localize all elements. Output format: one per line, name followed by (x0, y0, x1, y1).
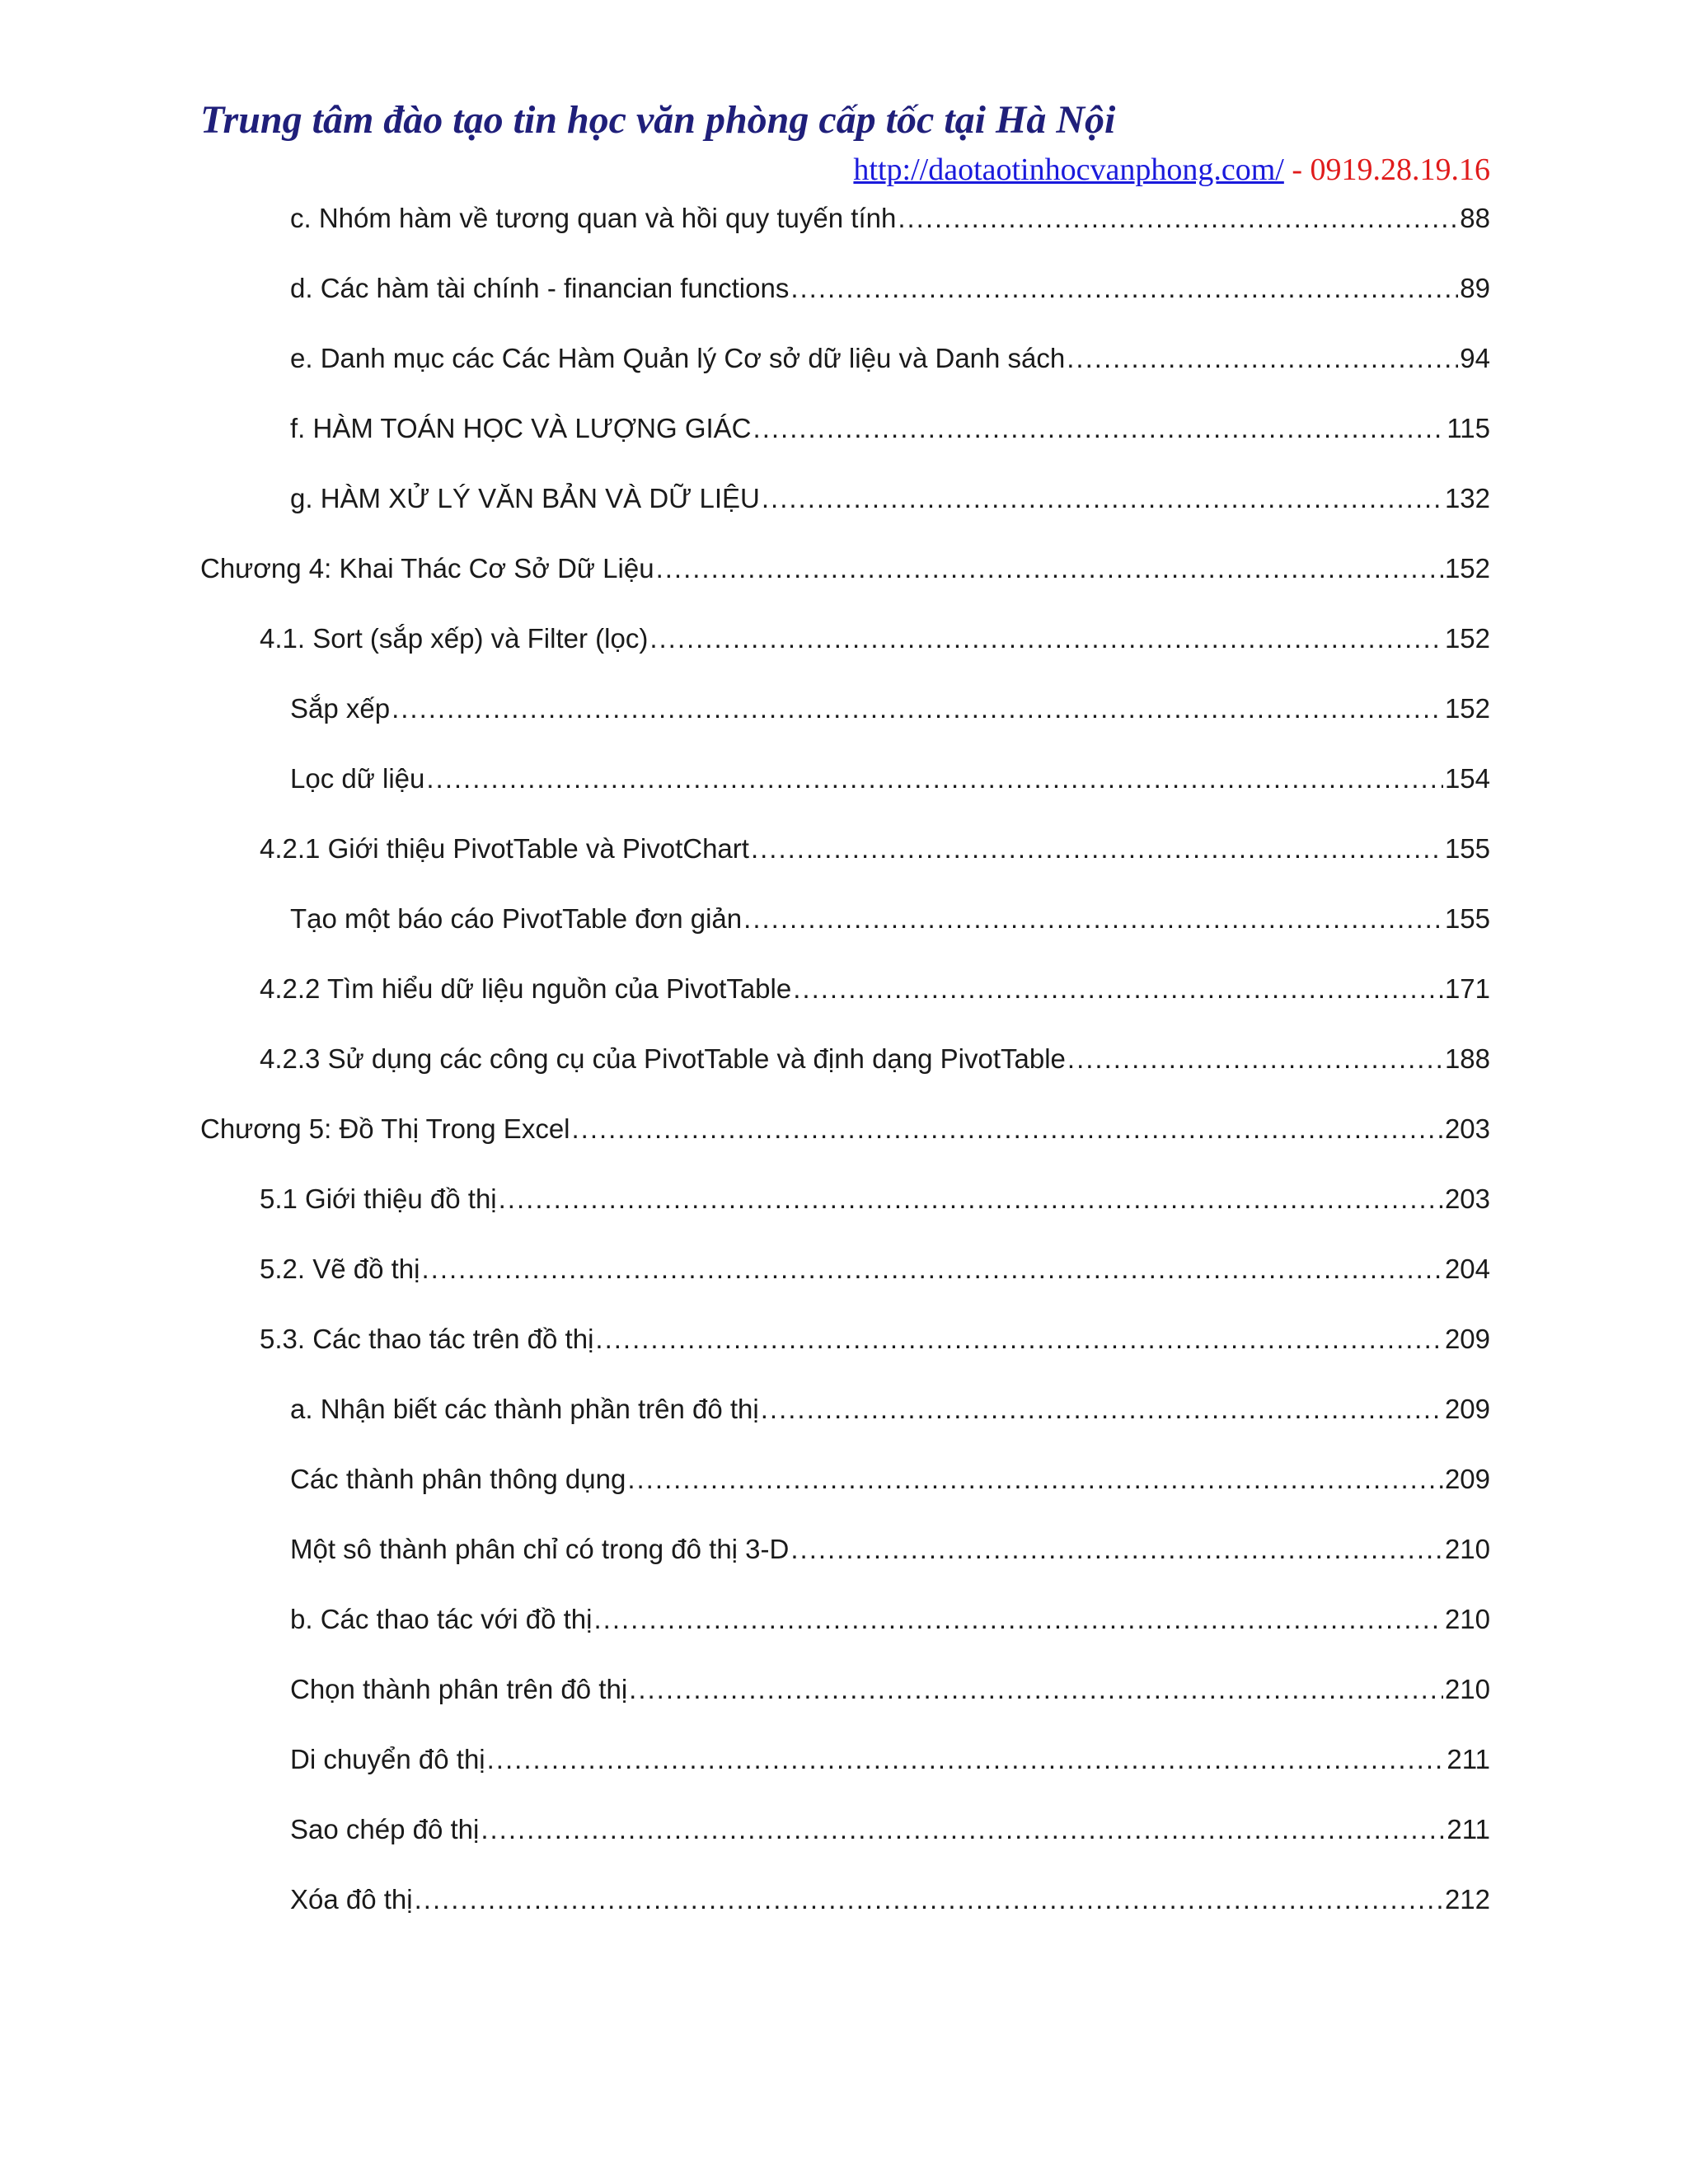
toc-page-number: 152 (1444, 553, 1490, 583)
toc-page-number: 211 (1447, 1744, 1490, 1774)
toc-chapter[interactable] (200, 1108, 1490, 1150)
toc-leader (761, 1389, 1443, 1430)
toc-entry-title: Chương 4: Khai Thác Cơ Sở Dữ Liệu (200, 553, 654, 583)
toc-page-number: 210 (1444, 1604, 1490, 1634)
header-separator: - (1283, 152, 1311, 187)
toc-entry[interactable] (290, 1599, 1490, 1640)
toc-page-number: 204 (1444, 1254, 1490, 1284)
toc-page-number: 155 (1444, 903, 1490, 934)
toc-entry-title: Một sô thành phân chỉ có trong đô thị 3-D (290, 1534, 790, 1564)
toc-leader (898, 198, 1458, 239)
toc-entry[interactable] (290, 198, 1490, 239)
toc-section[interactable] (260, 1249, 1490, 1290)
website-link[interactable]: http://daotaotinhocvanphong.com/ (853, 152, 1284, 187)
toc-page-number: 210 (1444, 1674, 1490, 1704)
toc-entry-title: 4.1. Sort (sắp xếp) và Filter (lọc) (260, 623, 649, 654)
toc-entry-title: Lọc dữ liệu (290, 763, 425, 794)
toc-entry[interactable] (290, 1809, 1490, 1850)
toc-page-number: 115 (1447, 413, 1490, 443)
toc-leader (595, 1319, 1443, 1360)
toc-page-number: 171 (1444, 973, 1490, 1004)
phone-number: 0919.28.19.16 (1310, 152, 1490, 187)
toc-entry-title: 5.1 Giới thiệu đồ thị (260, 1183, 497, 1214)
toc-leader (790, 268, 1458, 309)
toc-entry[interactable] (290, 1389, 1490, 1430)
toc-entry-title: a. Nhận biết các thành phần trên đô thị (290, 1394, 759, 1424)
toc-leader (753, 408, 1446, 449)
header-title: Trung tâm đào tạo tin học văn phòng cấp tốc tại Hà Nội (200, 98, 1116, 142)
toc-entry-title: Sắp xếp (290, 693, 391, 724)
header-contact (853, 152, 1490, 188)
toc-page-number: 88 (1460, 203, 1490, 233)
toc-entry[interactable] (290, 1879, 1490, 1920)
toc-leader (790, 1529, 1443, 1570)
toc-entry-title: d. Các hàm tài chính - financian functions (290, 273, 790, 303)
toc-page-number: 132 (1444, 483, 1490, 513)
toc-page-number: 188 (1444, 1043, 1490, 1074)
toc-leader (481, 1809, 1445, 1850)
toc-section[interactable] (260, 968, 1490, 1010)
toc-entry-title: Xóa đô thị (290, 1884, 413, 1915)
toc-page-number: 154 (1444, 763, 1490, 794)
toc-entry[interactable] (290, 1529, 1490, 1570)
toc-entry-title: c. Nhóm hàm về tương quan và hồi quy tuyến tính (290, 203, 897, 233)
toc-entry-title: 4.2.2 Tìm hiểu dữ liệu nguồn của PivotTable (260, 973, 792, 1004)
toc-leader (629, 1669, 1443, 1710)
toc-entry-title: Chọn thành phân trên đô thị (290, 1674, 628, 1704)
toc-entry-title: 4.2.1 Giới thiệu PivotTable và PivotChart (260, 833, 749, 864)
toc-entry[interactable] (290, 338, 1490, 379)
toc-leader (415, 1879, 1443, 1920)
toc-leader (594, 1599, 1443, 1640)
toc-page-number: 212 (1444, 1884, 1490, 1915)
toc-page-number: 152 (1444, 623, 1490, 654)
toc-page-number: 211 (1447, 1814, 1490, 1844)
toc-page-number: 209 (1444, 1464, 1490, 1494)
toc-section[interactable] (260, 1179, 1490, 1220)
toc-page-number: 203 (1444, 1183, 1490, 1214)
toc-leader (392, 688, 1443, 729)
toc-leader (426, 758, 1443, 799)
toc-entry-title: g. HÀM XỬ LÝ VĂN BẢN VÀ DỮ LIỆU (290, 483, 760, 513)
toc-page-number: 152 (1444, 693, 1490, 724)
toc-leader (487, 1739, 1446, 1780)
toc-section[interactable] (260, 1038, 1490, 1080)
toc-leader (499, 1179, 1443, 1220)
toc-page-number: 155 (1444, 833, 1490, 864)
toc-section[interactable] (260, 618, 1490, 659)
toc-leader (1067, 338, 1458, 379)
toc-entry-title: Di chuyển đô thị (290, 1744, 485, 1774)
toc-leader (572, 1108, 1443, 1150)
toc-page-number: 203 (1444, 1113, 1490, 1144)
toc-section[interactable] (260, 828, 1490, 869)
toc-page-number: 209 (1444, 1394, 1490, 1424)
toc-leader (751, 828, 1443, 869)
toc-leader (762, 478, 1443, 519)
toc-page-number: 210 (1444, 1534, 1490, 1564)
toc-entry-title: 4.2.3 Sử dụng các công cụ của PivotTable và định dạng PivotTable (260, 1043, 1066, 1074)
toc-page-number: 209 (1444, 1324, 1490, 1354)
toc-entry-title: Chương 5: Đồ Thị Trong Excel (200, 1113, 570, 1144)
toc-entry[interactable] (290, 898, 1490, 940)
toc-entry-title: Sao chép đô thị (290, 1814, 480, 1844)
toc-leader (793, 968, 1443, 1010)
toc-entry[interactable] (290, 688, 1490, 729)
toc-entry[interactable] (290, 758, 1490, 799)
toc-leader (656, 548, 1443, 589)
toc-entry-title: 5.2. Vẽ đồ thị (260, 1254, 420, 1284)
toc-entry-title: Các thành phân thông dụng (290, 1464, 626, 1494)
toc-entry-title: b. Các thao tác với đồ thị (290, 1604, 593, 1634)
toc-entry-title: Tạo một báo cáo PivotTable đơn giản (290, 903, 743, 934)
toc-entry[interactable] (290, 268, 1490, 309)
toc-page-number: 94 (1460, 343, 1490, 373)
toc-entry[interactable] (290, 1739, 1490, 1780)
toc-entry[interactable] (290, 408, 1490, 449)
toc-leader (421, 1249, 1442, 1290)
toc-entry-title: 5.3. Các thao tác trên đồ thị (260, 1324, 594, 1354)
toc-entry[interactable] (290, 478, 1490, 519)
toc-entry-title: e. Danh mục các Các Hàm Quản lý Cơ sở dữ liệu và Danh sách (290, 343, 1066, 373)
toc-chapter[interactable] (200, 548, 1490, 589)
toc-page-number: 89 (1460, 273, 1490, 303)
toc-entry[interactable] (290, 1459, 1490, 1500)
toc-leader (627, 1459, 1443, 1500)
toc-leader (743, 898, 1443, 940)
toc-entry[interactable] (290, 1669, 1490, 1710)
toc-section[interactable] (260, 1319, 1490, 1360)
toc-entry-title: f. HÀM TOÁN HỌC VÀ LƯỢNG GIÁC (290, 413, 752, 443)
toc-leader (649, 618, 1443, 659)
toc-leader (1067, 1038, 1443, 1080)
